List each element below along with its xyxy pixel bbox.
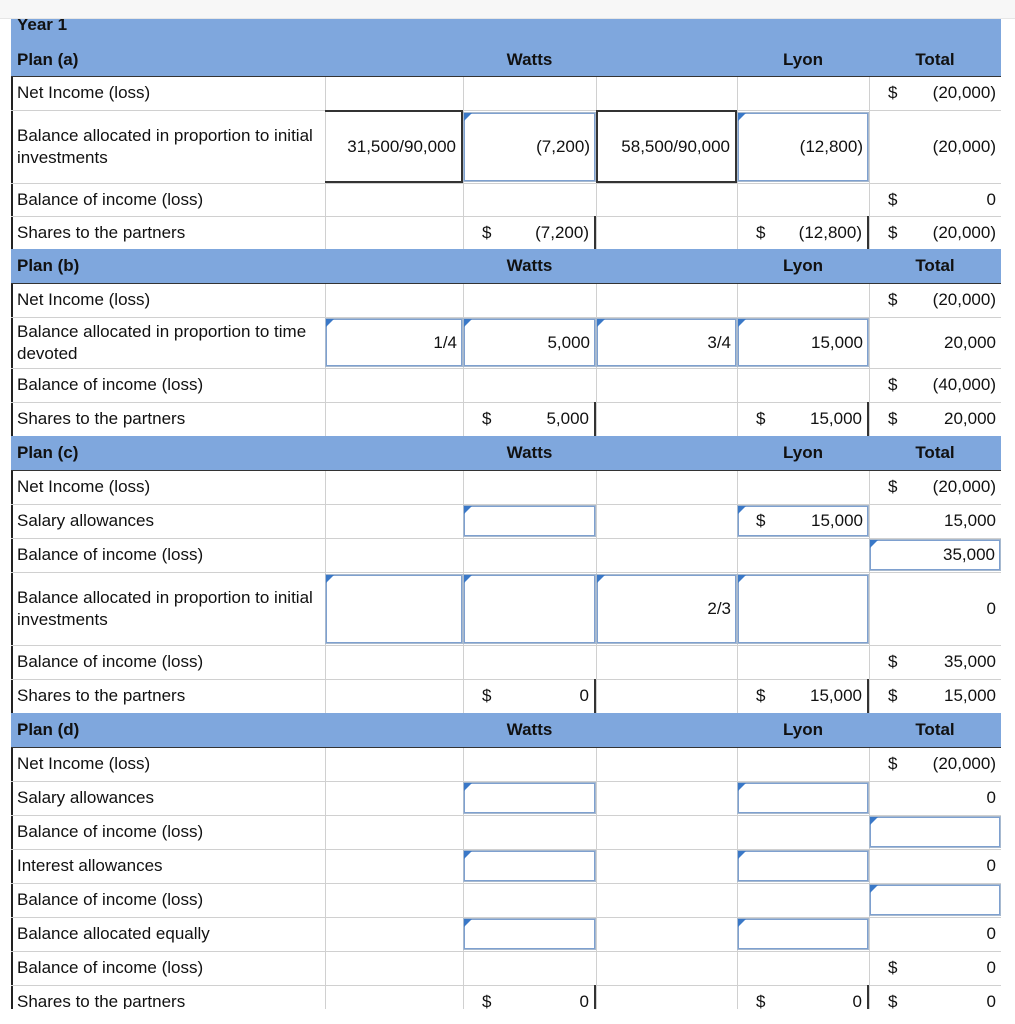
plan-c-balance-allocated-row <box>11 572 1001 645</box>
watts-column-header: Watts <box>506 443 553 462</box>
year-label: Year 1 <box>17 19 68 34</box>
currency-symbol: $ <box>888 652 898 671</box>
total-value: (20,000) <box>932 222 996 242</box>
currency-symbol: $ <box>888 958 898 977</box>
watts-column-header: Watts <box>506 49 553 69</box>
total-value: 0 <box>986 924 996 943</box>
total-value: 15,000 <box>944 511 996 530</box>
plan-d-interest-row <box>11 849 1001 883</box>
watts-ratio-input[interactable] <box>325 318 463 367</box>
watts-amount-input[interactable] <box>463 318 596 367</box>
row-label: Balance of income (loss) <box>17 189 204 209</box>
page-top-strip <box>0 0 1015 19</box>
lyon-share-value: 0 <box>737 985 869 1009</box>
total-value: (20,000) <box>932 477 996 496</box>
total-column-header: Total <box>915 720 955 739</box>
total-value: 0 <box>986 598 996 618</box>
lyon-interest-input[interactable] <box>737 850 869 882</box>
row-label: Balance of income (loss) <box>17 890 204 909</box>
lyon-ratio-value: 2/3 <box>707 599 731 618</box>
row-label: Net Income (loss) <box>17 290 151 309</box>
total-value: 20,000 <box>944 409 996 428</box>
row-label: Balance of income (loss) <box>17 822 204 841</box>
total-value: 15,000 <box>944 686 996 705</box>
total-value: 0 <box>986 992 996 1009</box>
lyon-share-value: 15,000 <box>737 402 869 436</box>
plan-a-net-income-row <box>11 76 1001 110</box>
row-label: Shares to the partners <box>17 222 186 242</box>
total-value: (20,000) <box>932 136 996 156</box>
currency-symbol: $ <box>482 409 492 428</box>
currency-symbol: $ <box>888 754 898 773</box>
plan-c-balance-income-row-2 <box>11 645 1001 679</box>
currency-symbol: $ <box>888 686 898 705</box>
plan-b-balance-allocated-row <box>11 317 1001 368</box>
lyon-ratio-value: 3/4 <box>707 332 731 352</box>
watts-column-header: Watts <box>506 256 553 275</box>
row-label: Balance allocated equally <box>17 924 210 943</box>
plan-c-title: Plan (c) <box>17 443 79 462</box>
plan-d-title: Plan (d) <box>17 720 80 739</box>
lyon-amount-value: (12,800) <box>799 137 863 156</box>
total-value: 20,000 <box>944 332 996 352</box>
row-label: Balance of income (loss) <box>17 375 204 394</box>
plan-c-net-income-row <box>11 470 1001 504</box>
row-label: Net Income (loss) <box>17 83 151 102</box>
lyon-amount-input[interactable] <box>737 318 869 367</box>
plan-b-net-income-row <box>11 283 1001 317</box>
lyon-ratio-value: 58,500/90,000 <box>596 110 737 183</box>
lyon-salary-value: 15,000 <box>811 511 863 530</box>
row-label: Salary allowances <box>17 511 155 530</box>
row-label: Shares to the partners <box>17 992 186 1009</box>
lyon-equal-input[interactable] <box>737 918 869 950</box>
currency-symbol: $ <box>756 686 766 705</box>
watts-salary-input[interactable] <box>463 505 596 537</box>
plan-c-salary-row <box>11 504 1001 538</box>
row-label: Balance of income (loss) <box>17 652 204 671</box>
total-value: (20,000) <box>932 290 996 309</box>
currency-symbol: $ <box>888 83 898 102</box>
currency-symbol: $ <box>888 375 898 394</box>
currency-symbol: $ <box>756 409 766 428</box>
year-header-row <box>11 19 1001 43</box>
row-label: Shares to the partners <box>17 409 186 428</box>
lyon-amount-input[interactable] <box>737 574 869 644</box>
lyon-column-header: Lyon <box>783 256 823 275</box>
watts-share-value: (7,200) <box>463 216 596 249</box>
total-value: (40,000) <box>932 375 996 394</box>
lyon-ratio-input[interactable] <box>596 574 737 644</box>
currency-symbol: $ <box>888 992 898 1009</box>
watts-share-value: 5,000 <box>463 402 596 436</box>
plan-b-header-row <box>11 249 1001 283</box>
plan-c-balance-income-row <box>11 538 1001 572</box>
watts-ratio-value: 1/4 <box>433 332 457 352</box>
total-column-header: Total <box>915 49 955 69</box>
watts-amount-value: (7,200) <box>536 137 590 156</box>
lyon-ratio-input[interactable] <box>596 318 737 367</box>
lyon-salary-input[interactable] <box>737 782 869 814</box>
plan-c-header-row <box>11 436 1001 470</box>
plan-a-title: Plan (a) <box>17 49 79 69</box>
plan-a-balance-income-row <box>11 183 1001 216</box>
row-label: Salary allowances <box>17 788 155 807</box>
plan-b-shares-row <box>11 402 1001 436</box>
plan-c-shares-row <box>11 679 1001 713</box>
total-value: (20,000) <box>932 83 996 102</box>
plan-d-allocated-equally-row <box>11 917 1001 951</box>
row-label: Balance of income (loss) <box>17 545 204 564</box>
row-label: Net Income (loss) <box>17 754 151 773</box>
currency-symbol: $ <box>756 222 766 242</box>
row-label: Balance allocated in proportion to initial investments <box>17 587 313 629</box>
watts-ratio-value: 31,500/90,000 <box>325 110 463 183</box>
lyon-amount-input[interactable] <box>737 112 869 182</box>
plan-d-salary-row <box>11 781 1001 815</box>
currency-symbol: $ <box>888 189 898 209</box>
currency-symbol: $ <box>482 686 492 705</box>
currency-symbol: $ <box>756 992 766 1009</box>
row-label: Balance of income (loss) <box>17 958 204 977</box>
row-label: Interest allowances <box>17 856 163 875</box>
lyon-share-value: (12,800) <box>737 216 869 249</box>
lyon-salary-input[interactable] <box>737 505 869 537</box>
currency-symbol: $ <box>888 222 898 242</box>
watts-share-value: 0 <box>463 679 596 713</box>
partnership-income-worksheet <box>11 19 1001 1009</box>
watts-share-value: 0 <box>463 985 596 1009</box>
row-label: Balance allocated in proportion to time devoted <box>17 321 307 363</box>
watts-amount-value: 5,000 <box>547 332 590 352</box>
plan-d-balance-income-row-3 <box>11 951 1001 985</box>
lyon-column-header: Lyon <box>783 443 823 462</box>
total-column-header: Total <box>915 443 955 462</box>
plan-a-shares-row <box>11 216 1001 249</box>
total-value: 0 <box>986 189 996 209</box>
watts-ratio-input[interactable] <box>325 574 463 644</box>
total-balance-input[interactable] <box>869 539 1001 571</box>
row-label: Balance allocated in proportion to initial investments <box>17 125 313 167</box>
total-value: 0 <box>986 856 996 875</box>
total-column-header: Total <box>915 256 955 275</box>
plan-b-balance-income-row <box>11 368 1001 402</box>
total-balance-input[interactable] <box>869 884 1001 916</box>
plan-d-balance-income-row <box>11 815 1001 849</box>
total-value: 35,000 <box>944 652 996 671</box>
plan-b-title: Plan (b) <box>17 256 80 275</box>
plan-a-balance-allocated-row <box>11 110 1001 183</box>
plan-d-header-row <box>11 713 1001 747</box>
row-label: Net Income (loss) <box>17 477 151 496</box>
total-value: (20,000) <box>932 754 996 773</box>
currency-symbol: $ <box>482 222 492 242</box>
watts-equal-input[interactable] <box>463 918 596 950</box>
currency-symbol: $ <box>756 511 766 530</box>
total-balance-input[interactable] <box>869 816 1001 848</box>
watts-interest-input[interactable] <box>463 850 596 882</box>
plan-a-header-row <box>11 43 1001 76</box>
lyon-amount-value: 15,000 <box>811 332 863 352</box>
watts-column-header: Watts <box>506 720 553 739</box>
plan-d-net-income-row <box>11 747 1001 781</box>
currency-symbol: $ <box>888 409 898 428</box>
row-label: Shares to the partners <box>17 686 186 705</box>
total-balance-value: 35,000 <box>943 545 995 564</box>
currency-symbol: $ <box>482 992 492 1009</box>
lyon-share-value: 15,000 <box>737 679 869 713</box>
lyon-column-header: Lyon <box>783 49 823 69</box>
currency-symbol: $ <box>888 290 898 309</box>
total-value: 0 <box>986 958 996 977</box>
total-value: 0 <box>986 788 996 807</box>
plan-d-balance-income-row-2 <box>11 883 1001 917</box>
watts-amount-input[interactable] <box>463 574 596 644</box>
watts-amount-input[interactable] <box>463 112 596 182</box>
plan-d-shares-row <box>11 985 1001 1009</box>
watts-salary-input[interactable] <box>463 782 596 814</box>
currency-symbol: $ <box>888 477 898 496</box>
lyon-column-header: Lyon <box>783 720 823 739</box>
